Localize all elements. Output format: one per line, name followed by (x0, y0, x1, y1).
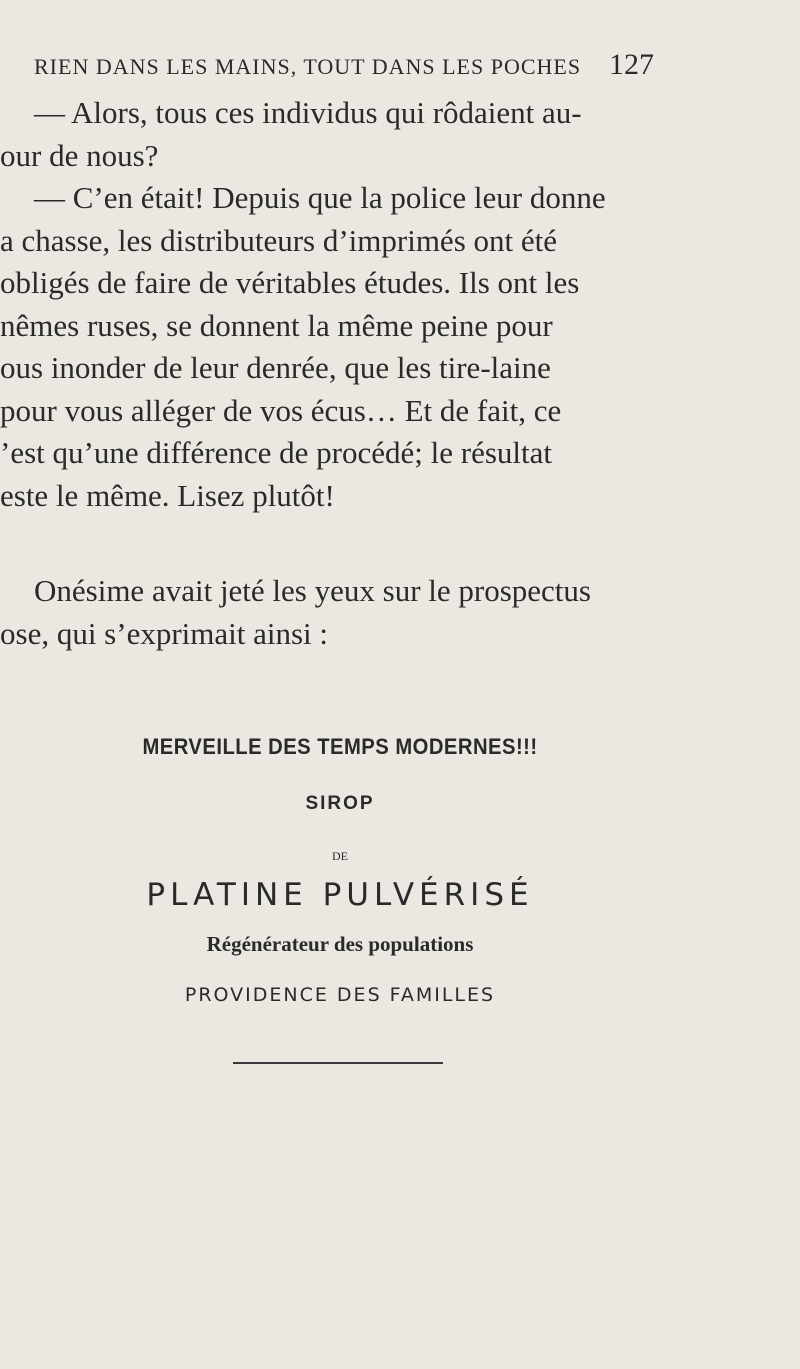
ad-headline: PLATINE PULVÉRISÉ (146, 877, 534, 913)
text-line: pour vous alléger de vos écus… Et de fait, ce (0, 392, 562, 428)
ad-product: SIROP (305, 793, 375, 814)
text-line: nêmes ruses, se donnent la même peine pour (0, 307, 553, 343)
text-line: a chasse, les distributeurs d’imprimés ont été (0, 222, 558, 258)
ad-subtitle: Régénérateur des populations (206, 932, 474, 956)
ad-tagline: PROVIDENCE DES FAMILLES (184, 984, 496, 1006)
text-line: este le même. Lisez plutôt! (0, 477, 335, 513)
text-line: ’est qu’une différence de procédé; le résultat (0, 435, 552, 470)
running-title: RIEN DANS LES MAINS, TOUT DANS LES POCHES (34, 54, 582, 79)
ad-title: MERVEILLE DES TEMPS MODERNES!!! (142, 734, 538, 759)
text-line: — Alors, tous ces individus qui rôdaient au- (34, 95, 582, 130)
divider-rule (233, 1062, 443, 1064)
paragraph-dialogue-1 (0, 92, 800, 177)
text-line: obligés de faire de véritables études. Ils ont les (0, 265, 580, 300)
text-line: Onésime avait jeté les yeux sur le prospectus (34, 573, 591, 608)
paragraph-dialogue-2 (0, 177, 800, 517)
text-line: our de nous? (0, 137, 159, 173)
page-number: 127 (609, 48, 654, 81)
text-line: — C’en était! Depuis que la police leur donne (34, 180, 606, 215)
text-line: ose, qui s’exprimait ainsi : (0, 615, 329, 651)
text-line: ous inonder de leur denrée, que les tire-laine (0, 350, 551, 385)
paragraph-narration (0, 570, 800, 655)
page-header (34, 48, 654, 82)
ad-connector: DE (332, 849, 348, 863)
